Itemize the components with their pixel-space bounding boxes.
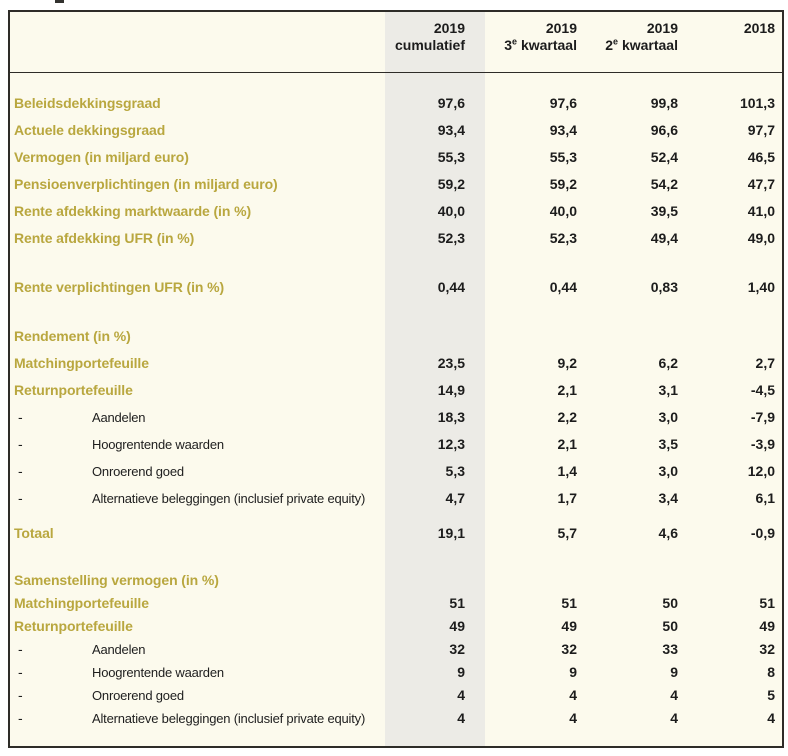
value-2018: 46,5 — [747, 148, 775, 165]
value-2018: -7,9 — [750, 408, 775, 425]
value-2019-cumulatief: 52,3 — [437, 229, 465, 246]
value-2019-q3: 52,3 — [549, 229, 577, 246]
sub-item-label: Alternatieve beleggingen (inclusief private equity) — [92, 710, 366, 726]
value-2019-cumulatief: 51 — [449, 594, 465, 611]
value-2019-q2: 3,0 — [658, 462, 678, 479]
value-2019-q3: 9,2 — [557, 354, 577, 371]
value-2019-cumulatief: 93,4 — [437, 121, 465, 138]
table-row — [10, 484, 782, 511]
superscript-e: e — [613, 36, 619, 47]
dash-bullet: - — [18, 489, 23, 506]
spacer-row — [10, 546, 782, 568]
dash-bullet: - — [18, 709, 23, 726]
value-2019-q2: 3,4 — [658, 489, 678, 506]
row-label — [10, 641, 385, 657]
table-row — [10, 376, 782, 403]
table-row — [10, 170, 782, 197]
value-2019-cumulatief: 18,3 — [437, 408, 465, 425]
spacer-row — [10, 251, 782, 273]
column-header-2019-q3 — [485, 12, 589, 54]
value-2019-cumulatief: 5,3 — [445, 462, 465, 479]
table-row — [10, 403, 782, 430]
value-2019-q3: 5,7 — [557, 524, 577, 541]
value-2019-q3: 1,7 — [557, 489, 577, 506]
table-row — [10, 349, 782, 376]
value-2019-q3: 4 — [569, 686, 577, 703]
row-label: Matchingportefeuille — [14, 594, 149, 611]
value-2019-q3: 4 — [569, 709, 577, 726]
sub-item-label: Onroerend goed — [92, 687, 184, 703]
value-2018: 101,3 — [739, 94, 775, 111]
row-label: Returnportefeuille — [14, 381, 133, 398]
value-2019-q2: 0,83 — [650, 278, 678, 295]
value-2018: 47,7 — [747, 175, 775, 192]
table-row — [10, 273, 782, 300]
column-sublabel: cumulatief — [394, 37, 465, 53]
value-2019-cumulatief: 14,9 — [437, 381, 465, 398]
value-2018: 6,1 — [755, 489, 775, 506]
value-2019-cumulatief: 12,3 — [437, 435, 465, 452]
table-row — [10, 591, 782, 614]
value-2019-q3: 49 — [561, 617, 577, 634]
value-2019-q3: 93,4 — [549, 121, 577, 138]
table-row — [10, 637, 782, 660]
value-2019-q3: 0,44 — [549, 278, 577, 295]
dash-bullet: - — [18, 640, 23, 657]
value-2019-cumulatief: 23,5 — [437, 354, 465, 371]
value-2019-q3: 1,4 — [557, 462, 577, 479]
value-2019-q2: 4 — [670, 686, 678, 703]
dash-bullet: - — [18, 663, 23, 680]
value-2018: 49 — [759, 617, 775, 634]
value-2019-q2: 54,2 — [650, 175, 678, 192]
dash-bullet: - — [18, 435, 23, 452]
sub-item-label: Aandelen — [92, 641, 146, 657]
value-2018: 5 — [767, 686, 775, 703]
value-2019-q2: 96,6 — [650, 121, 678, 138]
row-label — [10, 710, 385, 726]
value-2019-q3: 32 — [561, 640, 577, 657]
sub-item-label: Alternatieve beleggingen (inclusief private equity) — [92, 490, 366, 506]
column-header-2019-q2 — [589, 12, 690, 54]
table-row — [10, 430, 782, 457]
column-sublabel: 2e kwartaal — [605, 36, 678, 53]
dash-bullet: - — [18, 686, 23, 703]
value-2019-q3: 9 — [569, 663, 577, 680]
value-2019-cumulatief: 59,2 — [437, 175, 465, 192]
table-row — [10, 706, 782, 729]
row-label: Actuele dekkingsgraad — [14, 121, 166, 138]
row-label: Rente afdekking marktwaarde (in %) — [14, 202, 251, 219]
value-2019-q3: 2,2 — [557, 408, 577, 425]
value-2019-q2: 50 — [662, 617, 678, 634]
value-2019-cumulatief: 40,0 — [437, 202, 465, 219]
row-label: Pensioenverplichtingen (in miljard euro) — [14, 175, 278, 192]
value-2018: 2,7 — [755, 354, 775, 371]
table-row — [10, 683, 782, 706]
value-2019-q2: 9 — [670, 663, 678, 680]
value-2018: 12,0 — [747, 462, 775, 479]
value-2019-q2: 33 — [662, 640, 678, 657]
value-2019-cumulatief: 4 — [457, 686, 465, 703]
value-2019-q2: 99,8 — [650, 94, 678, 111]
value-2019-q2: 3,1 — [658, 381, 678, 398]
spacer-row — [10, 511, 782, 519]
value-2019-q3: 59,2 — [549, 175, 577, 192]
table-row — [10, 519, 782, 546]
value-2019-q3: 2,1 — [557, 381, 577, 398]
spacer-row — [10, 300, 782, 322]
value-2019-q2: 3,5 — [658, 435, 678, 452]
value-2019-q2: 4,6 — [658, 524, 678, 541]
row-label — [10, 463, 385, 479]
row-label: Beleidsdekkingsgraad — [14, 94, 161, 111]
sub-item-label: Hoogrentende waarden — [92, 664, 224, 680]
column-year: 2019 — [646, 20, 678, 36]
column-year: 2019 — [545, 20, 577, 36]
value-2019-q2: 49,4 — [650, 229, 678, 246]
value-2019-q2: 4 — [670, 709, 678, 726]
row-label: Returnportefeuille — [14, 617, 133, 634]
dash-bullet: - — [18, 462, 23, 479]
value-2019-q2: 3,0 — [658, 408, 678, 425]
value-2019-cumulatief: 9 — [457, 663, 465, 680]
value-2019-q2: 39,5 — [650, 202, 678, 219]
value-2018: 1,40 — [747, 278, 775, 295]
column-year: 2018 — [743, 20, 775, 36]
row-label: Totaal — [14, 524, 54, 541]
table-row — [10, 568, 782, 591]
column-year: 2019 — [433, 20, 465, 36]
row-label: Rente afdekking UFR (in %) — [14, 229, 195, 246]
row-label-header — [10, 12, 385, 20]
value-2018: -0,9 — [750, 524, 775, 541]
row-label — [10, 436, 385, 452]
value-2019-q2: 52,4 — [650, 148, 678, 165]
value-2019-q3: 51 — [561, 594, 577, 611]
table-row — [10, 197, 782, 224]
key-figures-table — [8, 10, 784, 748]
value-2019-cumulatief: 49 — [449, 617, 465, 634]
row-label: Rente verplichtingen UFR (in %) — [14, 278, 225, 295]
value-2019-cumulatief: 0,44 — [437, 278, 465, 295]
value-2019-cumulatief: 19,1 — [437, 524, 465, 541]
table-row — [10, 143, 782, 170]
section-label: Rendement (in %) — [14, 327, 131, 344]
row-label — [10, 664, 385, 680]
table-row — [10, 116, 782, 143]
section-label: Samenstelling vermogen (in %) — [14, 571, 219, 588]
table-row — [10, 224, 782, 251]
value-2019-q3: 97,6 — [549, 94, 577, 111]
value-2019-cumulatief: 4,7 — [445, 489, 465, 506]
value-2019-cumulatief: 55,3 — [437, 148, 465, 165]
value-2018: 8 — [767, 663, 775, 680]
row-label — [10, 687, 385, 703]
column-header-2019-cumulatief — [385, 12, 485, 54]
value-2018: 97,7 — [747, 121, 775, 138]
value-2019-cumulatief: 97,6 — [437, 94, 465, 111]
row-label — [10, 490, 385, 506]
value-2019-q3: 2,1 — [557, 435, 577, 452]
dash-bullet: - — [18, 408, 23, 425]
value-2019-q2: 50 — [662, 594, 678, 611]
value-2019-q3: 55,3 — [549, 148, 577, 165]
clipped-text-fragment — [55, 0, 64, 3]
value-2019-cumulatief: 4 — [457, 709, 465, 726]
table-row — [10, 660, 782, 683]
table-row — [10, 457, 782, 484]
column-header-2018 — [690, 12, 782, 37]
value-2018: 4 — [767, 709, 775, 726]
column-sublabel: 3e kwartaal — [504, 36, 577, 53]
value-2018: 41,0 — [747, 202, 775, 219]
sub-item-label: Aandelen — [92, 409, 146, 425]
sub-item-label: Onroerend goed — [92, 463, 184, 479]
table-row — [10, 322, 782, 349]
table-body — [10, 73, 782, 729]
row-label: Vermogen (in miljard euro) — [14, 148, 189, 165]
value-2018: 32 — [759, 640, 775, 657]
value-2019-cumulatief: 32 — [449, 640, 465, 657]
value-2018: -4,5 — [750, 381, 775, 398]
value-2018: 49,0 — [747, 229, 775, 246]
row-label — [10, 409, 385, 425]
value-2018: -3,9 — [750, 435, 775, 452]
table-row — [10, 614, 782, 637]
table-row — [10, 89, 782, 116]
sub-item-label: Hoogrentende waarden — [92, 436, 224, 452]
value-2019-q3: 40,0 — [549, 202, 577, 219]
superscript-e: e — [512, 36, 518, 47]
row-label: Matchingportefeuille — [14, 354, 149, 371]
value-2018: 51 — [759, 594, 775, 611]
table-header — [10, 12, 782, 73]
value-2019-q2: 6,2 — [658, 354, 678, 371]
